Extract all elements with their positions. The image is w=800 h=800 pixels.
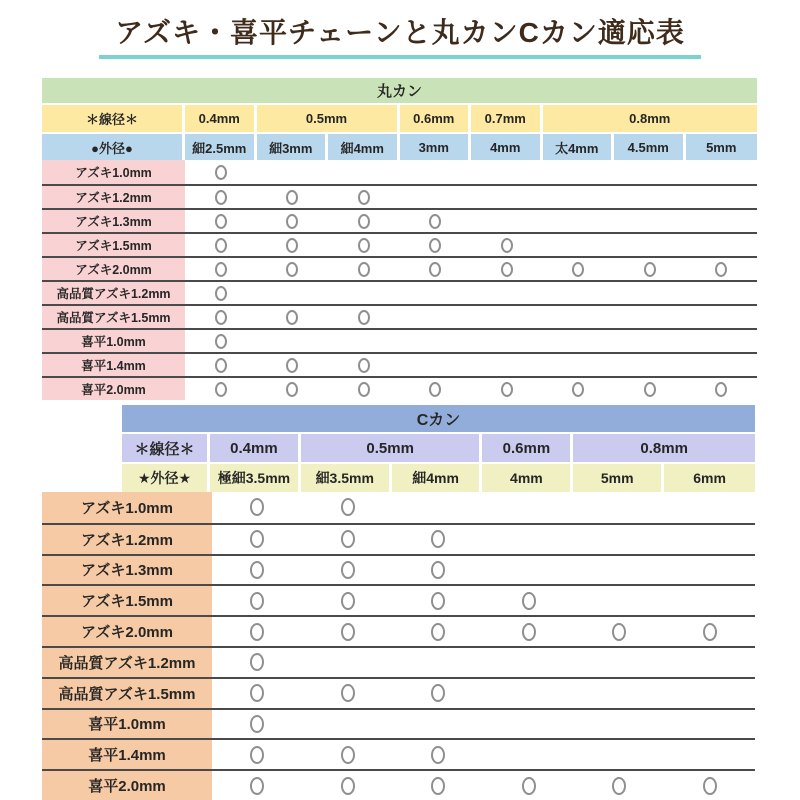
- compat-cell: [543, 210, 615, 232]
- compat-cell: [393, 586, 484, 615]
- compatible-circle-mark: [215, 286, 227, 301]
- compat-cell: [686, 306, 758, 328]
- outer-diameter-value-cell: 細3.5mm: [301, 464, 392, 492]
- table-row: [42, 352, 757, 376]
- compatible-circle-mark: [286, 382, 298, 397]
- compatible-circle-mark: [703, 777, 717, 795]
- compat-cell: [303, 679, 394, 708]
- compat-cell: [543, 378, 615, 400]
- compat-cell: [574, 586, 665, 615]
- compat-cell: [543, 234, 615, 256]
- compatible-circle-mark: [358, 310, 370, 325]
- outer-diameter-value-cell: 細4mm: [328, 134, 400, 160]
- compat-cell: [614, 210, 686, 232]
- outer-diameter-value-cell: 6mm: [664, 464, 755, 492]
- compat-cell: [484, 525, 575, 554]
- compatible-circle-mark: [286, 238, 298, 253]
- compat-cell: [471, 234, 543, 256]
- compat-cell: [686, 186, 758, 208]
- compatible-circle-mark: [250, 592, 264, 610]
- compat-cell: [328, 306, 400, 328]
- maru-kan-compatibility-table: [42, 78, 757, 400]
- table-row: [42, 769, 755, 800]
- compat-cell: [484, 771, 575, 800]
- compat-cell: [400, 210, 472, 232]
- chain-row-label: アズキ1.0mm: [42, 492, 212, 523]
- chain-row-label: 喜平1.0mm: [42, 330, 185, 352]
- compat-cell: [303, 617, 394, 646]
- compat-cell: [686, 210, 758, 232]
- table-row: [42, 184, 757, 208]
- compatible-circle-mark: [215, 358, 227, 373]
- table-row: [42, 304, 757, 328]
- compat-cell: [686, 354, 758, 376]
- page-title: [0, 15, 800, 59]
- compat-cell: [574, 556, 665, 585]
- compat-cell: [393, 525, 484, 554]
- chain-row-label: アズキ1.2mm: [42, 186, 185, 208]
- page-title-text: アズキ・喜平チェーンと丸カンCカン適応表: [99, 15, 701, 59]
- compatible-circle-mark: [358, 262, 370, 277]
- compatible-circle-mark: [358, 214, 370, 229]
- chain-row-label: 高品質アズキ1.2mm: [42, 282, 185, 304]
- compat-cell: [212, 648, 303, 677]
- table-row: [42, 708, 755, 739]
- compat-cell: [212, 492, 303, 523]
- compat-cell: [328, 378, 400, 400]
- outer-diameter-value-cell: 4mm: [482, 464, 573, 492]
- compat-cell: [393, 556, 484, 585]
- compatible-circle-mark: [286, 358, 298, 373]
- compat-cell: [574, 740, 665, 769]
- compat-cell: [484, 710, 575, 739]
- compat-cell: [574, 679, 665, 708]
- compat-cell: [212, 617, 303, 646]
- compat-cell: [185, 282, 257, 304]
- wire-diameter-value-cell: 0.4mm: [210, 434, 301, 462]
- compat-cell: [471, 354, 543, 376]
- compat-cell: [257, 234, 329, 256]
- compat-cell: [686, 378, 758, 400]
- table-row: [42, 160, 757, 184]
- compat-cell: [257, 306, 329, 328]
- compatible-circle-mark: [215, 165, 227, 180]
- compatible-circle-mark: [215, 382, 227, 397]
- compat-cell: [185, 306, 257, 328]
- compatible-circle-mark: [501, 262, 513, 277]
- compatible-circle-mark: [250, 777, 264, 795]
- compat-cell: [257, 354, 329, 376]
- compatible-circle-mark: [431, 530, 445, 548]
- compat-cell: [257, 186, 329, 208]
- compat-cell: [303, 556, 394, 585]
- compat-cell: [303, 525, 394, 554]
- wire-diameter-value-cell: 0.4mm: [185, 105, 257, 132]
- compat-cell: [543, 186, 615, 208]
- compat-cell: [257, 210, 329, 232]
- outer-diameter-value-cell: 5mm: [686, 134, 758, 160]
- compatible-circle-mark: [250, 746, 264, 764]
- wire-diameter-header-label: ＊線径＊: [42, 105, 185, 132]
- compat-cell: [686, 160, 758, 184]
- table-row: [42, 584, 755, 615]
- chain-row-label: アズキ1.0mm: [42, 160, 185, 184]
- compatible-circle-mark: [715, 382, 727, 397]
- compat-cell: [614, 378, 686, 400]
- compat-cell: [400, 160, 472, 184]
- compatible-circle-mark: [341, 498, 355, 516]
- compat-cell: [614, 186, 686, 208]
- compat-cell: [257, 330, 329, 352]
- chain-row-label: 高品質アズキ1.5mm: [42, 679, 212, 708]
- chain-row-label: アズキ1.3mm: [42, 556, 212, 585]
- compat-cell: [400, 330, 472, 352]
- compatible-circle-mark: [250, 498, 264, 516]
- compatible-circle-mark: [431, 623, 445, 641]
- compat-cell: [393, 771, 484, 800]
- compat-cell: [614, 306, 686, 328]
- compatible-circle-mark: [250, 684, 264, 702]
- outer-diameter-value-cell: 極細3.5mm: [210, 464, 301, 492]
- compatible-circle-mark: [286, 310, 298, 325]
- compat-cell: [303, 586, 394, 615]
- compat-cell: [665, 525, 756, 554]
- compat-cell: [212, 586, 303, 615]
- compat-cell: [543, 258, 615, 280]
- compat-cell: [400, 378, 472, 400]
- compat-cell: [257, 160, 329, 184]
- compat-cell: [185, 186, 257, 208]
- chain-row-label: 喜平1.4mm: [42, 354, 185, 376]
- compat-cell: [484, 679, 575, 708]
- chain-row-label: 喜平2.0mm: [42, 771, 212, 800]
- compat-cell: [543, 354, 615, 376]
- compat-cell: [185, 354, 257, 376]
- outer-diameter-value-cell: 太4mm: [543, 134, 615, 160]
- compat-cell: [543, 330, 615, 352]
- compatible-circle-mark: [358, 358, 370, 373]
- wire-diameter-value-cell: 0.5mm: [301, 434, 483, 462]
- compatible-circle-mark: [358, 238, 370, 253]
- compat-cell: [185, 160, 257, 184]
- compat-cell: [185, 258, 257, 280]
- compatible-circle-mark: [429, 214, 441, 229]
- compatible-circle-mark: [429, 262, 441, 277]
- chain-row-label: アズキ2.0mm: [42, 258, 185, 280]
- chain-row-label: アズキ1.2mm: [42, 525, 212, 554]
- compat-cell: [393, 740, 484, 769]
- table-title-cell: 丸カン: [42, 78, 757, 103]
- compatible-circle-mark: [341, 561, 355, 579]
- compat-cell: [400, 186, 472, 208]
- compatible-circle-mark: [612, 777, 626, 795]
- compat-cell: [328, 282, 400, 304]
- table-row: [42, 554, 755, 585]
- compat-cell: [686, 258, 758, 280]
- compat-cell: [328, 160, 400, 184]
- compat-cell: [212, 740, 303, 769]
- table-row: [42, 328, 757, 352]
- compat-cell: [471, 378, 543, 400]
- compatible-circle-mark: [215, 214, 227, 229]
- compatible-circle-mark: [644, 382, 656, 397]
- compat-cell: [400, 282, 472, 304]
- outer-diameter-value-cell: 4.5mm: [614, 134, 686, 160]
- compat-cell: [185, 330, 257, 352]
- outer-diameter-value-cell: 細3mm: [257, 134, 329, 160]
- compatible-circle-mark: [215, 310, 227, 325]
- outer-diameter-row: [42, 134, 757, 160]
- compat-cell: [686, 282, 758, 304]
- compat-cell: [328, 234, 400, 256]
- compat-cell: [543, 282, 615, 304]
- outer-diameter-value-cell: 4mm: [471, 134, 543, 160]
- compatible-circle-mark: [215, 262, 227, 277]
- compatible-circle-mark: [341, 777, 355, 795]
- compatible-circle-mark: [431, 777, 445, 795]
- wire-diameter-value-cell: 0.5mm: [257, 105, 400, 132]
- compat-cell: [686, 330, 758, 352]
- table-row: [42, 615, 755, 646]
- compat-cell: [665, 710, 756, 739]
- table-row: [42, 523, 755, 554]
- table-row: [42, 646, 755, 677]
- compatible-circle-mark: [522, 777, 536, 795]
- compat-cell: [665, 679, 756, 708]
- compat-cell: [543, 160, 615, 184]
- chain-row-label: 高品質アズキ1.2mm: [42, 648, 212, 677]
- compat-cell: [185, 210, 257, 232]
- wire-diameter-row: [42, 105, 757, 132]
- compatible-circle-mark: [341, 530, 355, 548]
- table-row: [42, 208, 757, 232]
- compat-cell: [484, 556, 575, 585]
- compat-cell: [257, 258, 329, 280]
- table-row: [42, 256, 757, 280]
- compat-cell: [484, 586, 575, 615]
- compat-cell: [257, 378, 329, 400]
- compat-cell: [212, 679, 303, 708]
- outer-diameter-header-label: ★外径★: [122, 464, 210, 492]
- compat-cell: [393, 617, 484, 646]
- compat-cell: [212, 525, 303, 554]
- table-body: [42, 160, 757, 400]
- wire-diameter-header-label: ＊線径＊: [122, 434, 210, 462]
- outer-diameter-value-cell: 細4mm: [392, 464, 483, 492]
- compat-cell: [574, 617, 665, 646]
- compat-cell: [574, 525, 665, 554]
- table-row: [42, 376, 757, 400]
- compat-cell: [574, 648, 665, 677]
- compatible-circle-mark: [250, 623, 264, 641]
- compat-cell: [303, 740, 394, 769]
- wire-diameter-value-cell: 0.6mm: [400, 105, 472, 132]
- compat-cell: [185, 234, 257, 256]
- compat-cell: [471, 282, 543, 304]
- compatible-circle-mark: [341, 623, 355, 641]
- compat-cell: [212, 771, 303, 800]
- compat-cell: [471, 258, 543, 280]
- compatible-circle-mark: [215, 238, 227, 253]
- compat-cell: [212, 556, 303, 585]
- compat-cell: [614, 354, 686, 376]
- table-row: [42, 280, 757, 304]
- compat-cell: [574, 492, 665, 523]
- compatible-circle-mark: [501, 382, 513, 397]
- compat-cell: [303, 648, 394, 677]
- compat-cell: [303, 771, 394, 800]
- compatible-circle-mark: [286, 190, 298, 205]
- compat-cell: [471, 186, 543, 208]
- compatible-circle-mark: [358, 382, 370, 397]
- outer-diameter-header-label: ●外径●: [42, 134, 185, 160]
- table-title-cell: Cカン: [122, 405, 755, 432]
- compatible-circle-mark: [715, 262, 727, 277]
- compat-cell: [471, 160, 543, 184]
- chain-row-label: 高品質アズキ1.5mm: [42, 306, 185, 328]
- compat-cell: [484, 648, 575, 677]
- compatible-circle-mark: [250, 561, 264, 579]
- compat-cell: [665, 556, 756, 585]
- table-row: [42, 677, 755, 708]
- compat-cell: [665, 586, 756, 615]
- compatible-circle-mark: [431, 746, 445, 764]
- compat-cell: [185, 378, 257, 400]
- compat-cell: [212, 710, 303, 739]
- compatible-circle-mark: [250, 653, 264, 671]
- compatible-circle-mark: [341, 684, 355, 702]
- compatible-circle-mark: [429, 238, 441, 253]
- chain-row-label: アズキ1.5mm: [42, 234, 185, 256]
- chain-row-label: アズキ2.0mm: [42, 617, 212, 646]
- compatible-circle-mark: [250, 715, 264, 733]
- compatible-circle-mark: [572, 382, 584, 397]
- compat-cell: [393, 648, 484, 677]
- table-body: [42, 492, 755, 800]
- compat-cell: [484, 492, 575, 523]
- compat-cell: [328, 186, 400, 208]
- compat-cell: [484, 740, 575, 769]
- compat-cell: [257, 282, 329, 304]
- compatible-circle-mark: [522, 592, 536, 610]
- compat-cell: [614, 234, 686, 256]
- compat-cell: [328, 210, 400, 232]
- table-row: [42, 738, 755, 769]
- wire-diameter-value-cell: 0.8mm: [573, 434, 755, 462]
- wire-diameter-value-cell: 0.7mm: [471, 105, 543, 132]
- compat-cell: [400, 354, 472, 376]
- compat-cell: [328, 330, 400, 352]
- outer-diameter-value-cell: 3mm: [400, 134, 472, 160]
- compatible-circle-mark: [522, 623, 536, 641]
- compatible-circle-mark: [341, 746, 355, 764]
- compat-cell: [665, 740, 756, 769]
- compat-cell: [665, 771, 756, 800]
- compat-cell: [400, 258, 472, 280]
- compat-cell: [614, 160, 686, 184]
- compat-cell: [484, 617, 575, 646]
- compatible-circle-mark: [250, 530, 264, 548]
- compat-cell: [303, 492, 394, 523]
- compat-cell: [665, 617, 756, 646]
- compat-cell: [328, 258, 400, 280]
- compatible-circle-mark: [644, 262, 656, 277]
- compat-cell: [574, 771, 665, 800]
- wire-diameter-row: [122, 434, 755, 462]
- compatible-circle-mark: [429, 382, 441, 397]
- compatible-circle-mark: [286, 214, 298, 229]
- compat-cell: [665, 492, 756, 523]
- compat-cell: [400, 234, 472, 256]
- compatible-circle-mark: [358, 190, 370, 205]
- table-row: [42, 232, 757, 256]
- compat-cell: [665, 648, 756, 677]
- chain-row-label: 喜平2.0mm: [42, 378, 185, 400]
- compat-cell: [471, 210, 543, 232]
- compatible-circle-mark: [215, 190, 227, 205]
- compat-cell: [393, 710, 484, 739]
- compatible-circle-mark: [431, 684, 445, 702]
- compat-cell: [393, 492, 484, 523]
- compatible-circle-mark: [612, 623, 626, 641]
- compatible-circle-mark: [431, 592, 445, 610]
- compat-cell: [614, 330, 686, 352]
- compat-cell: [400, 306, 472, 328]
- outer-diameter-value-cell: 細2.5mm: [185, 134, 257, 160]
- chain-row-label: 喜平1.0mm: [42, 710, 212, 739]
- chain-row-label: アズキ1.3mm: [42, 210, 185, 232]
- compat-cell: [328, 354, 400, 376]
- compat-cell: [471, 330, 543, 352]
- compatible-circle-mark: [572, 262, 584, 277]
- table-row: [42, 492, 755, 523]
- compat-cell: [574, 710, 665, 739]
- compat-cell: [471, 306, 543, 328]
- compat-cell: [614, 258, 686, 280]
- compat-cell: [393, 679, 484, 708]
- compatible-circle-mark: [501, 238, 513, 253]
- wire-diameter-value-cell: 0.8mm: [543, 105, 758, 132]
- compatible-circle-mark: [431, 561, 445, 579]
- compatible-circle-mark: [703, 623, 717, 641]
- compat-cell: [614, 282, 686, 304]
- compatible-circle-mark: [215, 334, 227, 349]
- compat-cell: [303, 710, 394, 739]
- outer-diameter-value-cell: 5mm: [573, 464, 664, 492]
- compatible-circle-mark: [341, 592, 355, 610]
- wire-diameter-value-cell: 0.6mm: [482, 434, 573, 462]
- compat-cell: [686, 234, 758, 256]
- chain-row-label: アズキ1.5mm: [42, 586, 212, 615]
- compatible-circle-mark: [286, 262, 298, 277]
- outer-diameter-row: [122, 464, 755, 492]
- compat-cell: [543, 306, 615, 328]
- chain-row-label: 喜平1.4mm: [42, 740, 212, 769]
- c-kan-compatibility-table: [42, 405, 755, 800]
